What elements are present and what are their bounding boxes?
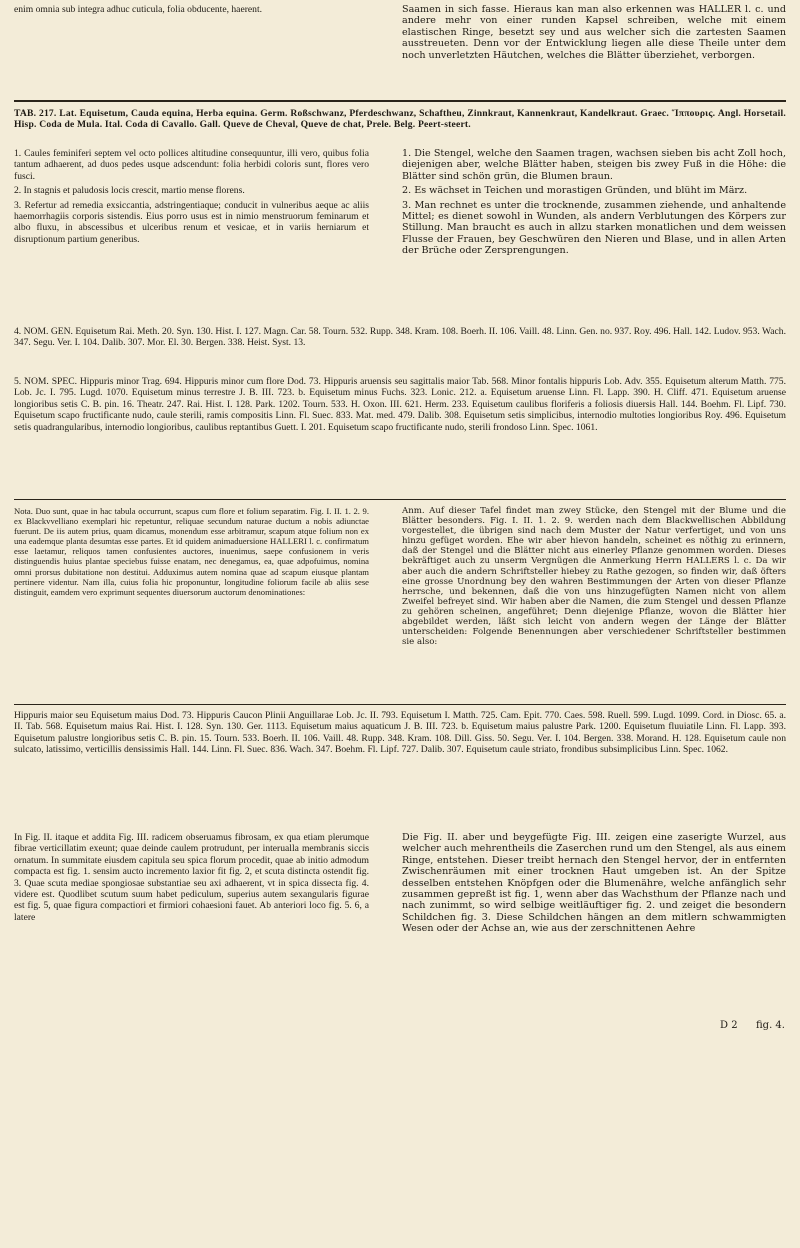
top-latin-fragment: enim omnia sub integra adhuc cuticula, folia obducente, haerent. [14, 4, 263, 15]
german-point-1: 1. Die Stengel, welche den Saamen tragen, wachsen sieben bis acht Zoll hoch, diejenigen aber, welche Blätter haben, steigen bis zwey Fuß in die Höhe: die Blätter sind schön grün, die Blumen braun. [402, 148, 786, 182]
latin-point-1: 1. Caules feminiferi septem vel octo pollices altitudine consequuntur, illi vero, quibus folia tantum adhaerent, ad duos pedes usque adscendunt: folia herbidi coloris sunt, flores vero fusci. [14, 148, 369, 182]
nomen-specificum: 5. NOM. SPEC. Hippuris minor Trag. 694. Hippuris minor cum flore Dod. 73. Hippuris aruensis seu sagittalis maior Tab. 568. Minor fontalis hippuris Lob. Adv. 355. Equisetum alterum Matth. 775. Lob. Jc. I. 795. Lugd. 1070. Equisetum minus terrestre J. B. III. 723. b. Equisetum minus Fuchs. 323. Lonic. 212. a. Equisetum aruense Linn. Fl. Lapp. 390. H. Cliff. 471. Equisetum aruense longioribus setis C. B. pin. 16. Theatr. 247. Rai. Hist. I. 128. Park. 1202. Tourn. 533. H. Oxon. III. 621. Herm. 233. Equisetum caulibus floriferis a foliosis diuersis Hall. 144. Boehm. Fl. Lipf. 730. Equisetum scapo fructificante nudo, caule sterili, ramis compositis Linn. Fl. Suec. 833. Mat. med. 479. Dalib. 308. Equisetum setis simplicibus, internodio multoties longioribus Roy. 496. Equisetum setis quadrangularibus, internodio longioribus, caulibus reptantibus Guett. I. 201. Equisetum scapo fructificante nudo, sterili frondoso Linn. Spec. 1061. [14, 376, 786, 433]
nota-german: Anm. Auf dieser Tafel findet man zwey Stücke, den Stengel mit der Blume und die Blätter besonders. Fig. I. II. 1. 2. 9. werden nach dem Blackwellischen Abbildung vorgestellet, die übrigen sind nach dem Muster der Natur verfertiget, und von uns hinzu gefüget worden. Ehe wir aber hievon handeln, scheinet es nöthig zu erinnern, daß der Stengel und die Blätter nicht aus einerley Pflanze genommen worden. Dieses bekräftiget auch zu unserm Vergnügen die Anmerkung Herrn HALLERS l. c. Da wir aber auch die andern Schriftsteller hiebey zu Rathe gezogen, so finden wir, daß öfters eine grosse Unordnung bey den wahren Bestimmungen der Arten von dieser Pflanze herrsche, und bekennen, daß die von uns hinzugefügten Namen nicht von allem Zweifel befreyet sind. Wir haben aber die Namen, die zum Stengel und dessen Pflanze zu gehören scheinen, angeführet; Denn diejenige Pflanze, wovon die Blätter hier abgebildet werden, läßt sich leicht von andern wegen der Länge der Blätter unterscheiden: Folgende Benennungen aber verschiedener Schriftsteller bestimmen sie also: [402, 506, 786, 648]
book-page [14, 0, 786, 1248]
tab-header: TAB. 217. Lat. Equisetum, Cauda equina, Herba equina. Germ. Roßschwanz, Pferdeschwanz, Schaftheu, Zinnkraut, Kannenkraut, Kandelkraut. Graec. Ἵππουρις. Angl. Horsetail. Hisp. Coda de Mula. Ital. Coda di Cavallo. Gall. Queve de Cheval, Queve de chat, Prele. Belg. Peert-steert. [14, 108, 786, 131]
german-point-2: 2. Es wächset in Teichen und morastigen Gründen, und blüht im März. [402, 185, 748, 197]
latin-point-2: 2. In stagnis et paludosis locis crescit, martio mense florens. [14, 185, 245, 197]
figure-german: Die Fig. II. aber und beygefügte Fig. III. zeigen eine zaserigte Wurzel, aus welcher auch mehrentheils die Zaserchen rund um den Stengel, als aus einem Ringe, entstehen. Dieser treibt hernach den Stengel hervor, der in entfernten Zwischenräumen mit einer trocknen Haut umgeben ist. An der Spitze desselben entstehen Knöpfgen oder die Blumenähre, welche anfänglich sehr zusammen gepreßt ist fig. 1, wenn aber das Wachsthum der Pflanze nach und nach zunimmt, so wird selbige weitläuftiger fig. 2. und zeiget die besondern Schildchen fig. 3. Diese Schildchen hängen an dem mitlern schwammigten Wesen oder der Achse an, wie aus der zerschnittenen Aehre [402, 832, 786, 935]
notes-rule [14, 499, 786, 500]
signature-mark: D 2 [720, 1020, 738, 1031]
latin-point-3: 3. Refertur ad remedia exsiccantia, adstringentiaque; conducit in vulneribus aeque ac aliis haemorrhagiis corporis sistendis. Eius porro usus est in nimio menstruorum feminarum et albo fluxu, in abscessibus et ulceribus renum et vesicae, et in variis herniarum et disruptionum partium generibus. [14, 199, 369, 245]
top-german-fragment: Saamen in sich fasse. Hieraus kan man also erkennen was HALLER l. c. und andere mehr von einer runden Kapsel schreiben, welche mit einem elastischen Ringe, besetzt sey und aus welcher sich die zartesten Saamen ausstreueten. Denn vor der Entwicklung liegen alle diese Theile unter dem noch unverletzten Häutchen, welches die Blätter überziehet, verborgen. [402, 4, 786, 61]
figure-latin: In Fig. II. itaque et addita Fig. III. radicem obseruamus fibrosam, ex qua etiam plerumque fibrae verticillatim exeunt; quae deinde caulem protrudunt, per interualla membranis siccis ornatum. In summitate eiusdem capitula seu spica florum procedit, quae ab initio admodum compacta est fig. 1. sensim aucto incremento laxior fit fig. 2, et scuta distincta ostendit fig. 3. Quae scuta mediae spongiosae substantiae seu axi adhaerent, vt in spica dissecta fig. 4. videre est. Quodlibet scutum suum habet pediculum, superius autem sexangularis figurae est fig. 5, quae figura compactiori et firmiori cohaesioni fauet. Ab anteriori loco fig. 5. 6, a latere [14, 832, 369, 923]
catchword: fig. 4. [756, 1020, 785, 1031]
german-point-3: 3. Man rechnet es unter die trocknende, zusammen ziehende, und anhaltende Mittel; es dienet sowohl in Wunden, als andern Verblutungen des Körpers zur Stillung. Man braucht es auch in allzu starken monatlichen und dem weissen Flusse der Frauen, bey Geschwüren den Nieren und Blase, und in allen Arten der Brüche oder Zersprengungen. [402, 199, 786, 257]
nomen-genericum: 4. NOM. GEN. Equisetum Rai. Meth. 20. Syn. 130. Hist. I. 127. Magn. Car. 58. Tourn. 532. Rupp. 348. Kram. 108. Boerh. II. 106. Vaill. 48. Linn. Gen. no. 937. Roy. 496. Hall. 142. Ludov. 953. Wach. 347. Segu. Ver. I. 104. Dalib. 307. Mor. El. 30. Bergen. 338. Heist. Syst. 13. [14, 326, 786, 349]
section-rule [14, 100, 786, 102]
synonyms-rule [14, 704, 786, 705]
latin-description [14, 148, 369, 248]
synonyms: Hippuris maior seu Equisetum maius Dod. 73. Hippuris Caucon Plinii Anguillarae Lob. Jc. II. 793. Equisetum I. Matth. 725. Cam. Epit. 770. Caes. 598. Ruell. 599. Lugd. 1099. Cord. in Diosc. 65. a. II. Tab. 568. Equisetum maius Rai. Hist. I. 128. Syn. 130. Ger. 1113. Equisetum maius aquaticum J. B. III. 723. b. Equisetum maius palustre Park. 1200. Equisetum fluuiatile Linn. Fl. Lapp. 393. Equisetum palustre longioribus setis C. B. pin. 15. Tourn. 533. Boerh. II. 106. Vaill. 48. Rupp. 348. Kram. 108. Dill. Giss. 50. Segu. Ver. I. 104. Bergen. 338. Morand. H. 128. Equisetum caule non sulcato, latissimo, verticillis densissimis Hall. 144. Linn. Fl. Suec. 836. Wach. 347. Boehm. Fl. Lipf. 727. Dalib. 307. Equisetum caule striato, frondibus subsimplicibus Linn. Spec. 1062. [14, 710, 786, 756]
german-description [402, 148, 786, 260]
nota-latin: Nota. Duo sunt, quae in hac tabula occurrunt, scapus cum flore et folium separatim. Fig. I. II. 1. 2. 9. ex Blackvvelliano exemplari hic repetuntur, reliquae secundum naturae ductum a nobis adiunctae fuerunt. De iis autem prius, quam dicamus, monendum esse arbitramur, scapum atque folium non ex una eademque planta desumtas esse partes. Et id quidem animaduersione HALLERI l. c. confirmatum esse laetamur, reliquos tamen confusientes auctores, inuenimus, saepe confusionem in veris distinguendis huius plantae speciebus fuisse enatam, nec denegamus, ea, quae adpofuimus, nomina omni prorsus dubitatione non destitui. Adduximus autem nomina quae ad scapum eiusque plantam pertinere videntur. Nam illa, cuius folia hic proponuntur, longitudine foliorum facile ab aliis sese distinguit, eamdem vero exprimunt sequentes diuersorum auctorum denominationes: [14, 506, 369, 597]
